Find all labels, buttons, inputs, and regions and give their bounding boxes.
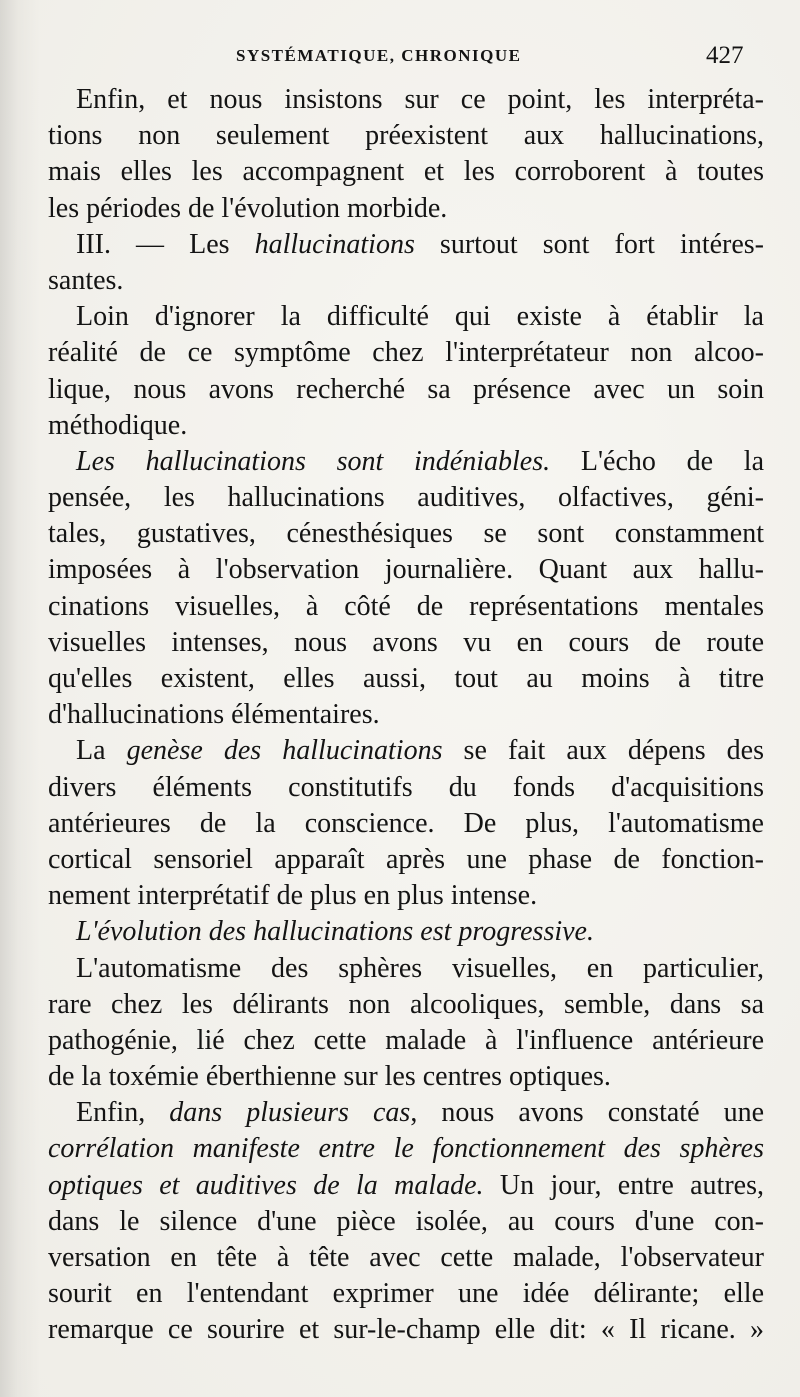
text-run: visuelles intenses, nous avons vu en cours de route	[48, 626, 764, 658]
text-line	[48, 263, 764, 299]
text-line	[48, 987, 764, 1023]
text-line	[48, 625, 764, 661]
text-line	[48, 1204, 764, 1240]
text-run: imposées à l'observation journalière. Quant aux hallu-	[48, 554, 764, 586]
text-line	[48, 82, 764, 118]
text-line	[48, 335, 764, 371]
italic-text: hallucinations	[254, 228, 415, 260]
text-run: pensée, les hallucinations auditives, olfactives, géni-	[48, 482, 764, 514]
text-run: La	[76, 735, 127, 767]
page-header	[0, 42, 800, 72]
text-line	[48, 951, 764, 987]
text-line	[48, 878, 764, 914]
text-line	[48, 770, 764, 806]
text-run: Loin d'ignorer la difficulté qui existe à établir la	[76, 301, 764, 333]
text-line	[48, 806, 764, 842]
text-line	[48, 1095, 764, 1131]
text-line	[48, 227, 764, 263]
text-line	[48, 1131, 764, 1167]
text-run: de la toxémie éberthienne sur les centres optiques.	[48, 1061, 611, 1093]
text-line	[48, 118, 764, 154]
text-run: tions non seulement préexistent aux hallucinations,	[48, 120, 764, 152]
text-line	[48, 697, 764, 733]
text-run: cinations visuelles, à côté de représentations mentales	[48, 590, 764, 622]
text-run: surtout sont fort intéres-	[414, 228, 764, 260]
text-line	[48, 1240, 764, 1276]
text-run: L'automatisme des sphères visuelles, en particulier,	[76, 952, 764, 984]
text-run: Enfin,	[76, 1097, 170, 1129]
text-run: cortical sensoriel apparaît après une phase de fonction-	[48, 843, 764, 875]
italic-text: genèse des hallucinations	[126, 735, 443, 767]
italic-text: optiques et auditives de la malade.	[48, 1169, 484, 1201]
text-run: Un jour, entre autres,	[483, 1169, 764, 1201]
text-line	[48, 408, 764, 444]
running-title: SYSTÉMATIQUE, CHRONIQUE	[236, 46, 522, 65]
text-line	[48, 516, 764, 552]
text-run: nement interprétatif de plus en plus intense.	[48, 880, 538, 912]
text-run: , nous avons constaté une	[410, 1097, 764, 1129]
italic-text: corrélation manifeste entre le fonctionnement des sphères	[48, 1133, 764, 1165]
body-text	[48, 82, 764, 1349]
text-line	[48, 191, 764, 227]
text-run: antérieures de la conscience. De plus, l'automatisme	[48, 807, 764, 839]
text-run: qu'elles existent, elles aussi, tout au moins à titre	[48, 663, 764, 694]
italic-text: Les hallucinations sont indéniables.	[76, 445, 551, 477]
text-line	[48, 444, 764, 480]
text-run: versation en tête à tête avec cette malade, l'observateur	[48, 1242, 764, 1273]
text-line	[48, 914, 764, 950]
text-line	[48, 842, 764, 878]
text-run: divers éléments constitutifs du fonds d'acquisitions	[48, 771, 764, 803]
text-line	[48, 1312, 764, 1348]
text-line	[48, 661, 764, 697]
text-run: santes.	[48, 264, 124, 296]
text-line	[48, 372, 764, 408]
text-run: pathogénie, lié chez cette malade à l'influence antérieure	[48, 1024, 764, 1056]
text-line	[48, 1023, 764, 1059]
text-run: d'hallucinations élémentaires.	[48, 699, 380, 731]
text-run: réalité de ce symptôme chez l'interprétateur non alcoo-	[48, 337, 764, 369]
text-run: remarque ce sourire et sur-le-champ elle dit: « Il ricane. »	[48, 1314, 764, 1346]
text-line	[48, 154, 764, 190]
italic-text: dans plusieurs cas	[169, 1097, 411, 1129]
text-run: rare chez les délirants non alcooliques, semble, dans sa	[48, 988, 764, 1020]
text-run: mais elles les accompagnent et les corroborent à toutes	[48, 156, 764, 188]
text-run: dans le silence d'une pièce isolée, au cours d'une con-	[48, 1205, 764, 1237]
text-run: L'écho de la	[550, 445, 764, 477]
text-run: tales, gustatives, cénesthésiques se sont constamment	[48, 518, 764, 550]
text-line	[48, 589, 764, 625]
text-line	[48, 552, 764, 588]
text-line	[48, 480, 764, 516]
text-run: sourit en l'entendant exprimer une idée délirante; elle	[48, 1278, 764, 1310]
text-run: les périodes de l'évolution morbide.	[48, 192, 448, 224]
text-run: Enfin, et nous insistons sur ce point, les interpréta-	[76, 84, 764, 115]
text-line	[48, 1168, 764, 1204]
text-run: méthodique.	[48, 409, 188, 441]
text-line	[48, 733, 764, 769]
text-line	[48, 1059, 764, 1095]
text-line	[48, 299, 764, 335]
text-line	[48, 1276, 764, 1312]
text-run: se fait aux dépens des	[442, 735, 764, 767]
text-run: III. — Les	[76, 228, 255, 260]
text-run: lique, nous avons recherché sa présence avec un soin	[48, 373, 764, 405]
page-number: 427	[706, 42, 744, 69]
italic-text: L'évolution des hallucinations est progressive.	[76, 916, 594, 948]
